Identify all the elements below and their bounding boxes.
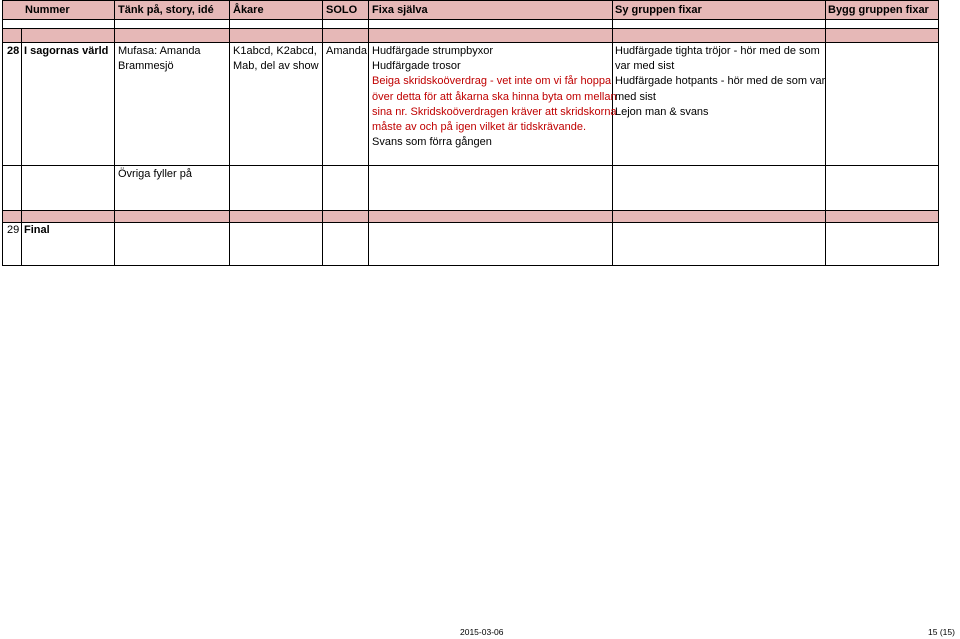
separator-band bbox=[2, 210, 938, 222]
skaters-line: Mab, del av show bbox=[233, 60, 319, 72]
separator-band bbox=[2, 28, 938, 42]
row-number: 29 bbox=[7, 224, 20, 236]
sy-line: var med sist bbox=[615, 60, 675, 72]
fixa-line-note: sina nr. Skridskoöverdragen kräver att skridskorna bbox=[372, 106, 617, 118]
story-line: Brammesjö bbox=[118, 60, 174, 72]
fixa-line: Hudfärgade strumpbyxor bbox=[372, 45, 494, 57]
header-fixa: Fixa själva bbox=[372, 4, 428, 16]
sy-line: Hudfärgade tighta tröjor - hör med de som bbox=[615, 45, 820, 57]
footer-date: 2015-03-06 bbox=[460, 627, 504, 637]
footer-page: 15 (15) bbox=[928, 627, 955, 637]
header-akare: Åkare bbox=[233, 4, 264, 16]
row-number: 28 bbox=[7, 45, 20, 57]
story-line: Mufasa: Amanda bbox=[118, 45, 201, 57]
row-title: I sagornas värld bbox=[24, 45, 109, 57]
fixa-line-note: Beiga skridskoöverdrag - vet inte om vi får hoppa bbox=[372, 75, 612, 87]
header-sy: Sy gruppen fixar bbox=[615, 4, 702, 16]
fixa-line: Hudfärgade trosor bbox=[372, 60, 461, 72]
fixa-line: Svans som förra gången bbox=[372, 136, 492, 148]
header-tank: Tänk på, story, idé bbox=[118, 4, 214, 16]
fixa-line-note: över detta för att åkarna ska hinna byta om mellan bbox=[372, 91, 617, 103]
sy-line: Hudfärgade hotpants - hör med de som var bbox=[615, 75, 826, 87]
header-bygg: Bygg gruppen fixar bbox=[828, 4, 929, 16]
sy-line: Lejon man & svans bbox=[615, 106, 709, 118]
skaters-line: K1abcd, K2abcd, bbox=[233, 45, 317, 57]
fixa-line-note: måste av och på igen vilket är tidskrävande. bbox=[372, 121, 587, 133]
story-line: Övriga fyller på bbox=[118, 168, 192, 180]
header-nummer: Nummer bbox=[25, 4, 70, 16]
header-solo: SOLO bbox=[326, 4, 358, 16]
row-title: Final bbox=[24, 224, 50, 236]
sy-line: med sist bbox=[615, 91, 656, 103]
solo-name: Amanda bbox=[326, 45, 367, 57]
